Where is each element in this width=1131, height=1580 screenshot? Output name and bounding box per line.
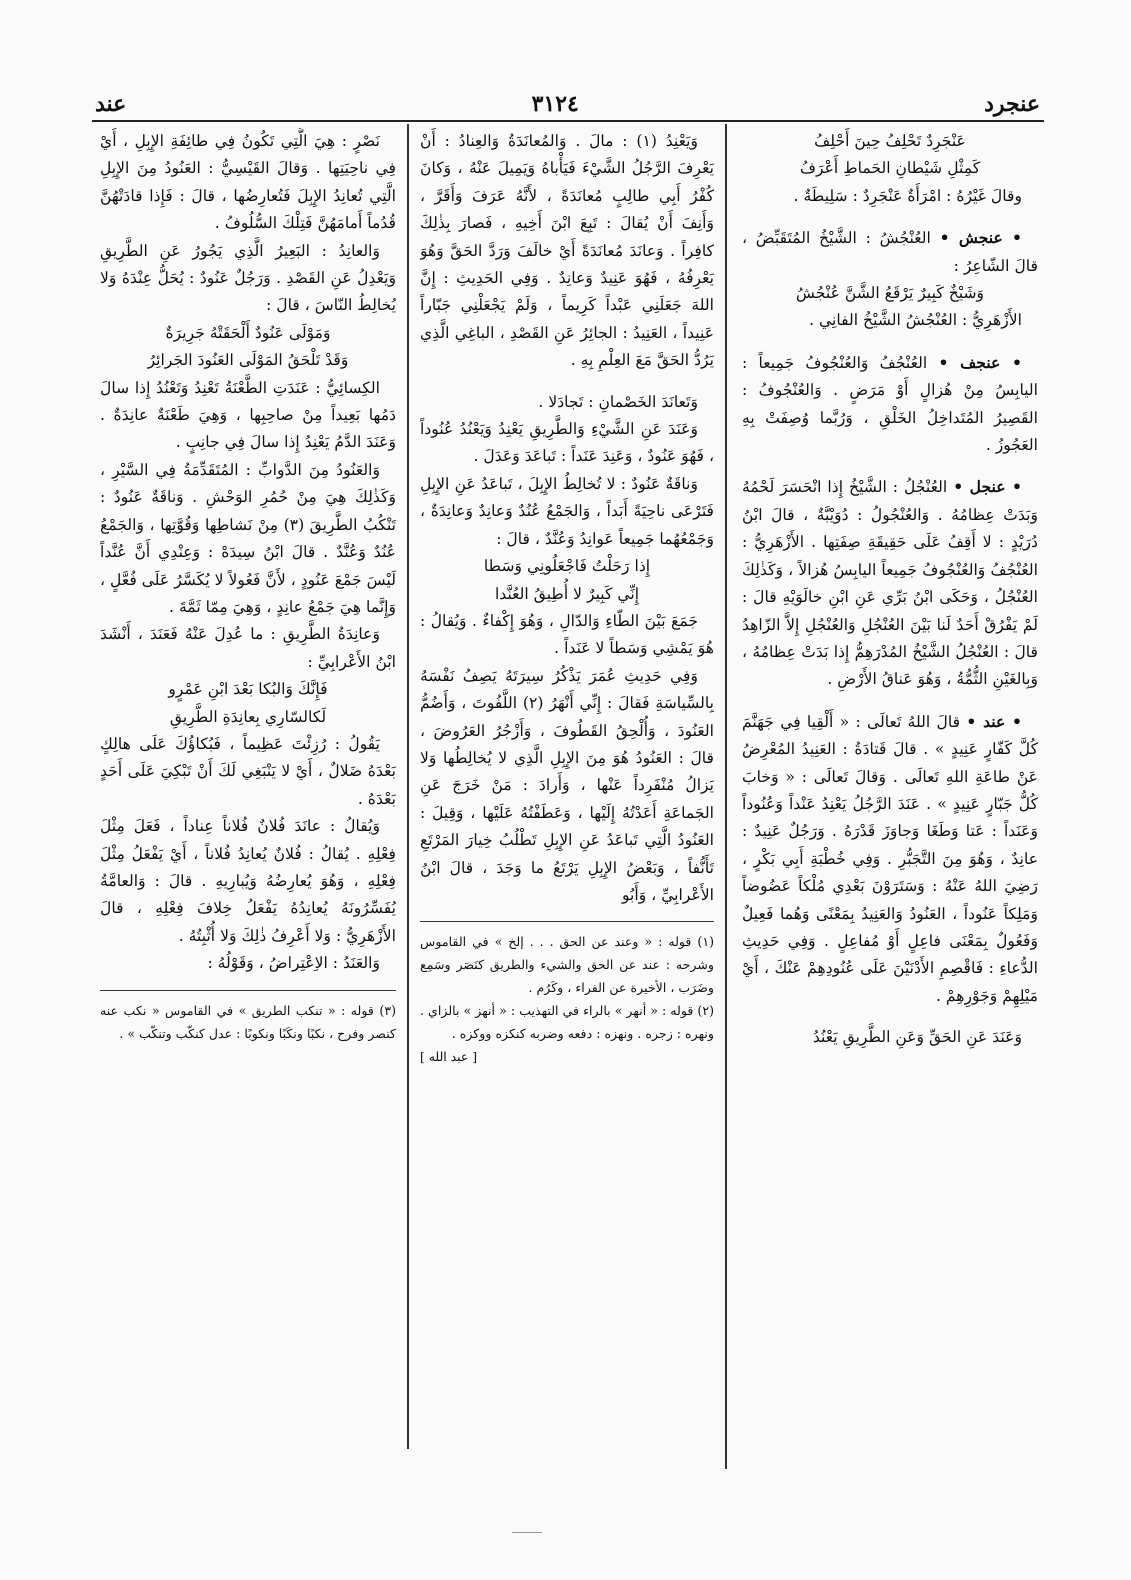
entry-headword: • عند •: [966, 711, 1022, 731]
verse-line: وَقَدْ تَلْحَقُ المَوْلَى العَنُودَ الجَرائِرُ: [147, 351, 349, 370]
paragraph: وَعَنَدَ عَنِ الشَّيْءِ وَالطَّرِيقِ يَعْنِدُ وَيَعْنُدُ عُنُوداً ، فَهُوَ عَنُودٌ ، وَعَنِدَ عَنَداً : تَباعَدَ وَعَدَلَ .: [420, 420, 714, 466]
verse-line: وَشَيْخٌ كَبِيرٌ يَرْقَعُ الشَّنَّ عُنْجُشُ: [795, 284, 985, 303]
entry-headword: • عنجف •: [938, 352, 1022, 372]
entry-headword: • عنجل •: [953, 477, 1022, 497]
paragraph: وَعَنَدَ عَنِ الحَقِّ وَعَنِ الطَّرِيقِ يَعْنُدُ: [812, 1028, 1022, 1047]
entry-text: قالَ اللهُ تَعالَى : « أَلْقِيا فِي جَهَنَّمَ كُلَّ كَفّارٍ عَنِيدٍ » . قالَ قَتادَةُ : العَنِيدُ المُعْرِضُ عَنْ طاعَةِ اللهِ تَعالَى . وَقالَ تَعالَى : « وَخابَ كُلُّ جَبّارٍ عَنِيدٍ » . عَنَدَ الرَّجُلُ يَعْنِدُ عَنْداً وَعُنُوداً وَعَنَداً : عَتا وَطَغَا وَجاوَزَ قَدْرَهُ . وَرَجُلٌ عَنِيدٌ : عانِدٌ ، وَهُوَ مِنَ التَّجَبُّرِ . وَفِي خُطْبَةِ أَبِي بَكْرٍ ، رَضِيَ اللهُ عَنْهُ : وَسَتَرَوْنَ بَعْدِي مُلْكاً عَضُوضاً وَمَلِكاً عَنُوداً ، العَنُودُ وَالعَنِيدُ بِمَعْنًى وَهُما فَعِيلٌ وَفَعُولٌ بِمَعْنَى فاعِلٍ أَوْ مُفاعِلٍ . وَفِي حَدِيثِ الدُّعاءِ : فَاقْصِمِ الأَدْنَيْنَ عَلَى عُنُودِهِمْ عَنْكَ ، أَيْ مَيْلِهِمْ وَجَوْرِهِمْ .: [742, 712, 1038, 1005]
verse-line: لَكالسّارِي بِعانِدَةِ الطَّرِيقِ: [169, 707, 327, 726]
entry-text: العُنْجُلُ : الشَّيْخُ إِذا انْحَسَرَ لَحْمُهُ وَبَدَتْ عِظامُهُ . وَالعُنْجُولُ : دُوَيْبَّةٌ ، قالَ ابْنُ دُرَيْدٍ : لا أَقِفُ عَلَى حَقِيقَةِ صِفَتِها . الأَزْهَرِيُّ : العُنْجُفُ وَالعُنْجُوفُ جَمِيعاً اليابِسُ هُزالاً ، وَكَذٰلِكَ العُنْجُلُ ، وَحَكَى ابْنُ بَرِّي عَنِ ابْنِ خالَوَيْهِ قالَ : لَمْ يَفْرُقْ أَحَدٌ لَنا بَيْنَ العُنْجُلِ وَالعُنْجُلِ إِلاَّ الزّاهِدُ قالَ : العُنْجُلُ الشَّيْخُ المُدْرَهِمُّ إِذا بَدَتْ عِظامُهُ ، وَبِالغَيْنِ الثُّمُّةُ ، وَهُوَ عَناقُ الأَرْضِ .: [742, 478, 1038, 689]
footnote: (٢) قوله : « أنهر » بالراء في التهذيب : « أنهز » بالزاي . ونهره : زجره . ونهزه : دفعه وضربه كنكزه ووكزه .: [420, 1003, 714, 1042]
footnote-rule: [100, 990, 396, 991]
verse-line: إِذا رَحَلْتُ فَاجْعَلُونِي وَسَطا: [483, 557, 651, 576]
entry-headword: • عنجش •: [939, 228, 1023, 248]
paragraph: يَقُولُ : رُزِئْتَ عَظِيماً ، فَبُكاؤُكَ عَلَى هالِكٍ بَعْدَهُ ضَلالٌ ، أَيْ لا يَنْبَغِي لَكَ أَنْ تَبْكِيَ عَلَى أَحَدٍ بَعْدَهُ .: [100, 734, 396, 808]
column-divider-left: [407, 124, 409, 1449]
paragraph: وَفِي حَدِيثِ عُمَرَ يَذْكُرُ سِيرَتَهُ يَصِفُ نَفْسَهُ بِالسِّياسَةِ فَقالَ : إِنِّي أَنْهَرُ (٢) اللَّفُوتَ ، وَأَضُمُّ العَنُودَ ، وَأُلْحِقُ القَطُوفَ ، وَأَزْجُرُ العَرُوضَ ، قالَ : العَنُودُ هُوَ مِنَ الإِبِلِ الَّذِي لا يُخالِطُها وَلا يَزالُ مُنْفَرِداً عَنْها ، وَأَرادَ : مَنْ خَرَجَ عَنِ الجَماعَةِ أَعَدْتُهُ إِلَيْها ، وَعَطَفْتُهُ عَلَيْها ، وَقِيلَ : العَنُودُ الَّتِي تَباعَدُ عَنِ الإِبِلِ تَطْلُبُ خِيارَ المَرْتَعِ تَأَنُّفاً ، وَبَعْضُ الإِبِلِ يَرْتَعُ ما وَجَدَ ، قالَ ابْنُ الأَعْرابِيِّ ، وَأَبُو: [420, 666, 714, 904]
entry-anjash: [742, 224, 1038, 280]
paragraph: وَالعانِدُ : البَعِيرُ الَّذِي يَجُورُ عَنِ الطَّرِيقِ وَيَعْدِلُ عَنِ القَصْدِ . وَرَجُلٌ عَنُودٌ : يُحَلُّ عِنْدَهُ وَلا يُخالِطُ النّاسَ ، قالَ :: [100, 241, 396, 315]
entry-text: العُنْجُشُ : الشَّيْخُ المُتَقَبِّضُ ، قالَ الشّاعِرُ :: [742, 229, 1038, 275]
paragraph: وَالعَنَدُ : الاِعْتِراضُ ، وَقَوْلُهُ :: [207, 954, 380, 973]
paragraph: جَمَعَ بَيْنَ الطّاءِ وَالدّالِ ، وَهُوَ إِكْفاءٌ . وَيُقالُ : هُوَ يَمْشِي وَسَطاً لا عَنَداً .: [420, 611, 714, 658]
column-middle: [420, 128, 714, 1443]
headword-right: عنجرد: [984, 91, 1040, 117]
paragraph: نَصْرٍ : هِيَ الَّتِي تَكُونُ فِي طائِفَةِ الإِبِلِ ، أَيْ فِي ناحِيَتِها . وَقالَ القَيْسِيُّ : العَنُودُ مِنَ الإِبِلِ الَّتِي تُعانِدُ الإِبِلَ فَتُعارِضُها ، قالَ : فَإِذا قادَتْهُنَّ قُدُماً أَمامَهُنَّ فَتِلْكَ السُّلُوفُ .: [100, 132, 396, 233]
signature: [ عبد الله ]: [420, 1049, 478, 1065]
column-divider-right: [725, 124, 727, 1469]
entry-anjaf: [742, 349, 1038, 460]
paragraph: وقالَ غَيْرُهُ : امْرَأَةٌ عَنْجَرِدٌ : سَلِيطَةٌ .: [793, 186, 1022, 205]
entry-and: [742, 708, 1038, 1010]
verse-line: فَإِنَّكَ وَالبُكا بَعْدَ ابْنِ عَمْرٍو: [168, 680, 328, 699]
entry-anjal: [742, 473, 1038, 693]
footnote: (٣) قوله : « تنكب الطريق » في القاموس « نكب عنه كنصر وفرح ، نكبًا ونكَبًا ونكوبًا : عدل كنكّب وتنكّب » .: [100, 1002, 396, 1041]
header-rule: [92, 120, 1044, 122]
entry-text: العُنْجُفُ وَالعُنْجُوفُ جَمِيعاً : اليابِسُ مِنْ هُزالٍ أَوْ مَرَضٍ . وَالعُنْجُوفُ : القَصِيرُ المُتَداخِلُ الخَلْقِ ، وَرُبَّما وُصِفَتْ بِهِ العَجُوزُ .: [742, 353, 1038, 455]
column-right: [742, 128, 1038, 1458]
paragraph: وَعانِدَةُ الطَّرِيقِ : ما عُدِلَ عَنْهُ فَعَنَدَ ، أَنْشَدَ ابْنُ الأَعْرابِيِّ :: [100, 625, 396, 671]
paragraph: وَناقَةٌ عَنُودٌ : لا تُخالِطُ الإِبِلَ ، تَباعَدُ عَنِ الإِبِلِ فَتَرْعَى ناحِيَةً أَبَداً ، وَالجَمْعُ عُنُدٌ وَعانِدٌ وَعانِدَةٌ ، وَجَمْعُهُما جَمِيعاً عَوانِدُ وَعُنَّدٌ ، قالَ :: [420, 474, 714, 548]
footnote: (١) قوله : « وعند عن الحق . . . إلخ » في القاموس وشرحه : عند عن الحق والشيء والطريق كنَصَر وسَمِع وضَرَب ، الأخيرة عن الفراء ، وكَرُم .: [420, 934, 714, 996]
bottom-mark: [512, 1532, 542, 1533]
verse-line: إِنِّي كَبِيرٌ لا أُطِيقُ العُنَّدا: [494, 584, 640, 603]
footnote-rule: [420, 921, 714, 922]
paragraph: الأَزْهَرِيُّ : العُنْجُشُ الشَّيْخُ الفانِي .: [809, 311, 1022, 330]
paragraph: وَالعَنُودُ مِنَ الدَّوابِّ : المُتَقَدِّمَةُ فِي السَّيْرِ ، وَكَذٰلِكَ هِيَ مِنْ حُمُرِ الوَحْشِ . وَناقَةٌ عَنُودٌ : تَنْكُبُ الطَّرِيقَ (٣) مِنْ نَشاطِها وَقُوَّتِها ، وَالجَمْعُ عُنُدٌ وَعُنَّدٌ . قالَ ابْنُ سِيدَهْ : وَعِنْدِي أَنَّ عُنَّداً لَيْسَ جَمْعَ عَنُودٍ ، لأَنَّ فَعُولاً لا يُكَسَّرُ عَلَى فُعَّلٍ ، وَإِنَّما هِيَ جَمْعُ عانِدٍ ، وَهِيَ مِمّا ثَمَّةَ .: [100, 460, 396, 616]
verse-line: كَمِثْلِ شَيْطانِ الحَماطِ أَعْرَفُ: [799, 159, 981, 178]
verse-line: عَنْجَرِدٌ تَحْلِفُ حِينَ أَحْلِفُ: [814, 132, 966, 150]
verse-line: وَمَوْلَى عَنُودٌ أَلْحَقَتْهُ جَرِيرَةٌ: [165, 323, 331, 342]
page-number: ٣١٢٤: [531, 91, 579, 117]
paragraph: وَيَعْنِدُ (١) : مالَ . وَالمُعانَدَةُ وَالعِنادُ : أَنْ يَعْرِفَ الرَّجُلُ الشَّيْءَ فَيَأْباهُ وَيَمِيلَ عَنْهُ ، وَكانَ كُفْرُ أَبِي طالِبٍ مُعانَدَةً ، لأَنَّهُ عَرَفَ وَأَقَرَّ ، وَأَنِفَ أَنْ يُقالَ : تَبِعَ ابْنَ أَخِيهِ ، فَصارَ بِذٰلِكَ كافِراً . وَعانَدَ مُعانَدَةً أَيْ خالَفَ وَرَدَّ الحَقَّ وَهُوَ يَعْرِفُهُ ، فَهُوَ عَنِيدٌ وَعانِدٌ . وَفِي الحَدِيثِ : إِنَّ اللهَ جَعَلَنِي عَبْداً كَرِيماً ، وَلَمْ يَجْعَلْنِي جَبّاراً عَنِيداً ، العَنِيدُ : الجائِرُ عَنِ القَصْدِ ، الباغِي الَّذِي يَرُدُّ الحَقَّ مَعَ العِلْمِ بِهِ .: [420, 132, 714, 370]
headword-left: عند: [95, 91, 127, 117]
page-header: [95, 88, 1040, 120]
column-left: [100, 128, 396, 1418]
paragraph: وَيُقالُ : عانَدَ فُلانٌ فُلاناً عِناداً ، فَعَلَ مِثْلَ فِعْلِهِ . يُقالُ : فُلانٌ يُعانِدُ فُلاناً ، أَيْ يَفْعَلُ مِثْلَ فِعْلِهِ ، وَهُوَ يُعارِضُهُ وَيُبارِيهِ . قالَ : وَالعامَّةُ يُفَسِّرُونَهُ يُعانِدُهُ يَفْعَلُ خِلافَ فِعْلِهِ ، قالَ الأَزْهَرِيُّ : وَلا أَعْرِفُ ذٰلِكَ وَلا أُثْبِتُهُ .: [100, 817, 396, 945]
paragraph: وَتَعانَدَ الخَصْمانِ : تَجادَلا .: [538, 392, 698, 411]
paragraph: الكِسائِيُّ : عَنَدَتِ الطَّعْنَةُ تَعْنِدُ وَتَعْنُدُ إِذا سالَ دَمُها بَعِيداً مِنْ صاحِبِها ، وَهِيَ طَعْنَةٌ عانِدَةٌ . وَعَنَدَ الدَّمُ يَعْنِدُ إِذا سالَ فِي جانِبٍ .: [100, 378, 396, 452]
